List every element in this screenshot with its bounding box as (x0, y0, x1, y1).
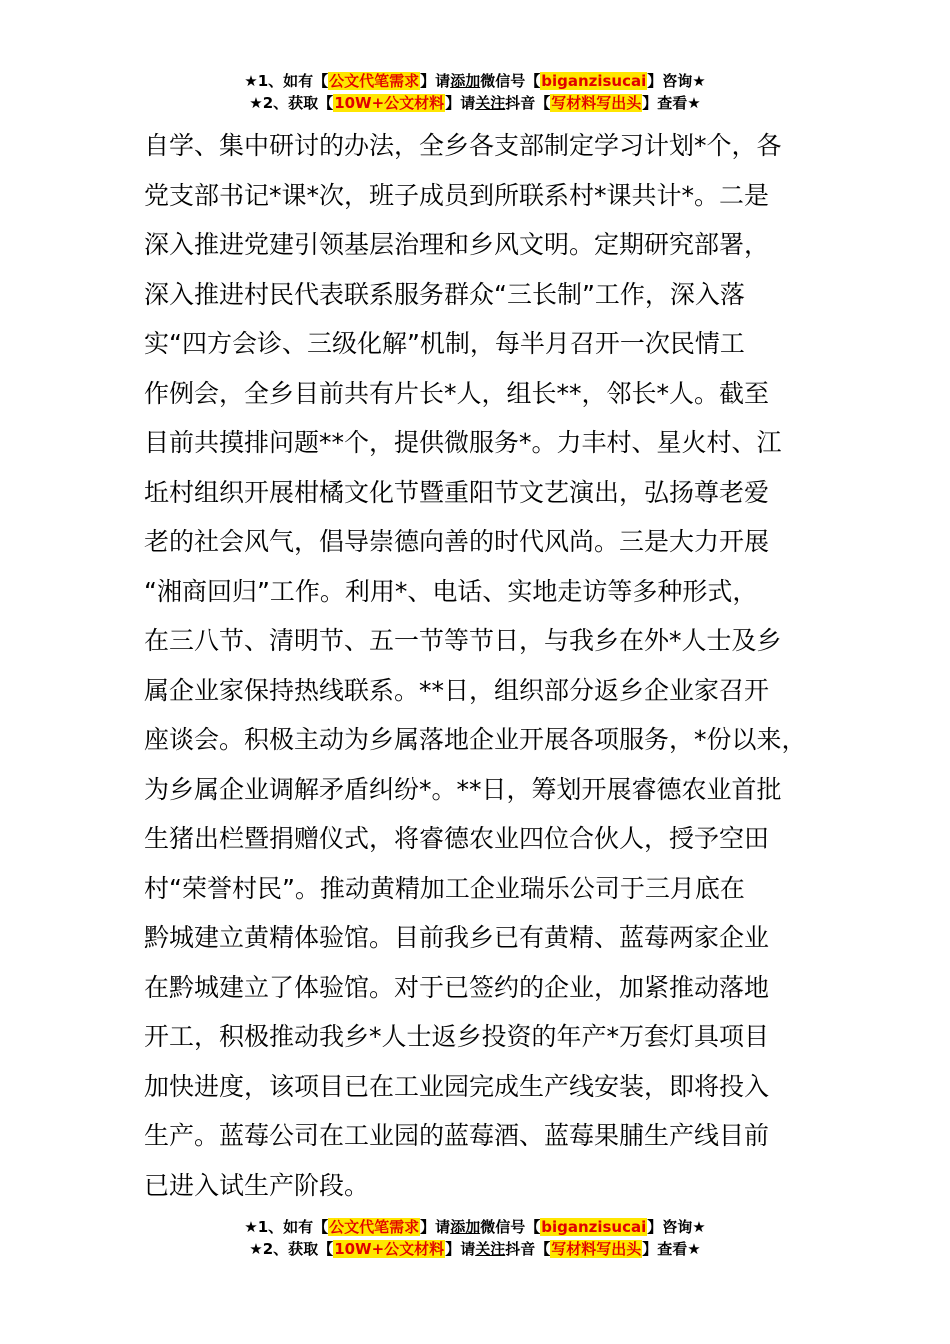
highlight-materials: 10W+公文材料 (334, 1240, 445, 1258)
banner-text: 微信号【 (480, 72, 541, 90)
body-line: 为乡属企业调解矛盾纠纷*。**日，筹划开展睿德农业首批 (144, 774, 782, 804)
body-line: 老的社会风气，倡导崇德向善的时代风尚。三是大力开展 (144, 527, 770, 556)
body-line: 作例会，全乡目前共有片长*人，组长**，邻长*人。截至 (144, 378, 770, 408)
banner-text: 抖音【 (505, 1240, 551, 1258)
highlight-douyin-account: 写材料写出头 (551, 94, 642, 112)
body-line: 坵村组织开展柑橘文化节暨重阳节文艺演出，弘扬尊老爱 (144, 477, 770, 507)
banner-text: 】请 (420, 1218, 451, 1236)
body-line: 村“荣誉村民”。推动黄精加工企业瑞乐公司于三月底在 (144, 873, 745, 903)
underlined-add: 添加 (450, 1218, 481, 1236)
footer-banner (0, 1216, 950, 1260)
highlight-materials: 10W+公文材料 (334, 94, 445, 112)
banner-text: 】请 (420, 72, 451, 90)
header-banner (0, 70, 950, 114)
banner-text: 抖音【 (505, 94, 551, 112)
highlight-douyin-account: 写材料写出头 (551, 1240, 642, 1258)
document-body (144, 121, 834, 1210)
banner-text: ★2、获取【 (249, 1240, 334, 1258)
banner-text: 微信号【 (480, 1218, 541, 1236)
banner-text: ★1、如有【 (244, 1218, 329, 1236)
body-line: 加快进度，该项目已在工业园完成生产线安装，即将投入 (144, 1071, 770, 1101)
body-line: 自学、集中研讨的办法，全乡各支部制定学习计划*个，各 (144, 131, 782, 160)
highlight-service: 公文代笔需求 (329, 1218, 420, 1236)
body-line: 在黔城建立了体验馆。对于已签约的企业，加紧推动落地 (144, 972, 770, 1002)
banner-text: ★2、获取【 (249, 94, 334, 112)
body-line: “湘商回归”工作。利用*、电话、实地走访等多种形式， (144, 576, 758, 606)
body-line: 深入推进村民代表联系服务群众“三长制”工作，深入落 (144, 279, 745, 309)
highlight-wechat-id: biganzisucai (541, 1218, 647, 1236)
body-line: 属企业家保持热线联系。**日，组织部分返乡企业家召开 (144, 675, 770, 705)
underlined-follow: 关注 (475, 94, 506, 112)
body-line: 座谈会。积极主动为乡属落地企业开展各项服务，*份以来， (144, 725, 807, 754)
banner-text: 】咨询★ (647, 72, 706, 90)
body-line: 党支部书记*课*次，班子成员到所联系村*课共计*。二是 (144, 180, 770, 210)
body-line: 生产。蓝莓公司在工业园的蓝莓酒、蓝莓果脯生产线目前 (144, 1121, 770, 1150)
banner-text: 】查看★ (642, 1240, 701, 1258)
body-line: 在三八节、清明节、五一节等节日，与我乡在外*人士及乡 (144, 626, 782, 655)
body-line: 实“四方会诊、三级化解”机制，每半月召开一次民情工 (144, 329, 745, 358)
underlined-follow: 关注 (475, 1240, 506, 1258)
highlight-wechat-id: biganzisucai (541, 72, 647, 90)
footer-banner-line-2 (0, 1238, 950, 1260)
underlined-add: 添加 (450, 72, 481, 90)
body-line: 生猪出栏暨捐赠仪式，将睿德农业四位合伙人，授予空田 (144, 824, 770, 853)
body-line: 目前共摸排问题**个，提供微服务*。力丰村、星火村、江 (144, 428, 782, 457)
body-line: 已进入试生产阶段。 (144, 1170, 370, 1200)
banner-text: ★1、如有【 (244, 72, 329, 90)
banner-text: 】咨询★ (647, 1218, 706, 1236)
body-line: 深入推进党建引领基层治理和乡风文明。定期研究部署， (144, 230, 770, 259)
footer-banner-line-1 (0, 1216, 950, 1238)
banner-text: 】请 (445, 94, 476, 112)
banner-text: 】请 (445, 1240, 476, 1258)
header-banner-line-2 (0, 92, 950, 114)
banner-text: 】查看★ (642, 94, 701, 112)
highlight-service: 公文代笔需求 (329, 72, 420, 90)
body-line: 开工，积极推动我乡*人士返乡投资的年产*万套灯具项目 (144, 1022, 770, 1051)
body-line: 黔城建立黄精体验馆。目前我乡已有黄精、蓝莓两家企业 (144, 923, 770, 952)
header-banner-line-1 (0, 70, 950, 92)
